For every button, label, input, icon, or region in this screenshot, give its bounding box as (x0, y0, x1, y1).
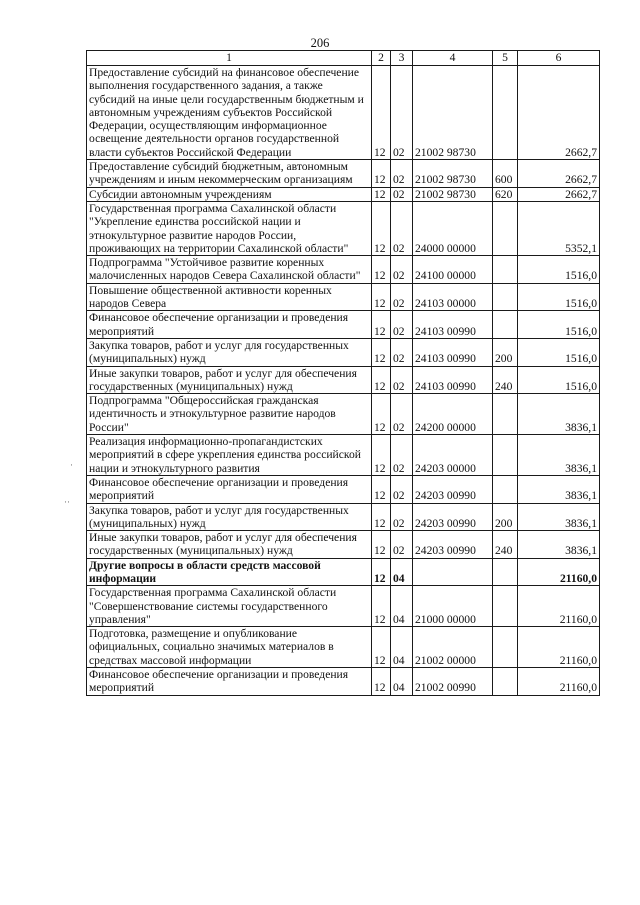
row-expense-type (493, 66, 518, 160)
row-amount: 21160,0 (518, 558, 600, 586)
row-amount: 2662,7 (518, 66, 600, 160)
row-code-section: 12 (372, 475, 391, 503)
row-expense-type (493, 586, 518, 627)
table-row (87, 668, 600, 696)
row-name: Подпрограмма "Общероссийская гражданская идентичность и этнокультурное развитие народов России" (87, 394, 372, 435)
row-code-section: 12 (372, 394, 391, 435)
row-name: Государственная программа Сахалинской области "Совершенствование системы государственного управления" (87, 586, 372, 627)
row-expense-type (493, 668, 518, 696)
row-code-section: 12 (372, 187, 391, 201)
row-name: Предоставление субсидий бюджетным, автономным учреждениям и иным некоммерческим организациям (87, 160, 372, 188)
row-code-section: 12 (372, 256, 391, 284)
table-row (87, 586, 600, 627)
row-name: Реализация информационно-пропагандистских мероприятий в сфере укрепления единства российской нации и этнокультурного развития (87, 435, 372, 476)
row-target-article: 24203 00990 (413, 531, 493, 559)
margin-mark: ·· (64, 497, 70, 507)
table-row (87, 187, 600, 201)
row-name: Подготовка, размещение и опубликование официальных, социально значимых материалов в средствах массовой информации (87, 627, 372, 668)
row-name: Государственная программа Сахалинской области "Укрепление единства российской нации и этнокультурное развитие народов России, проживающих на территории Сахалинской области" (87, 201, 372, 255)
row-code-subsection: 02 (391, 366, 413, 394)
row-name: Другие вопросы в области средств массовой информации (87, 558, 372, 586)
row-target-article: 24103 00990 (413, 338, 493, 366)
row-code-subsection: 02 (391, 201, 413, 255)
row-amount: 3836,1 (518, 394, 600, 435)
header-col-6: 6 (518, 51, 600, 66)
table-row (87, 160, 600, 188)
header-col-1: 1 (87, 51, 372, 66)
header-col-5: 5 (493, 51, 518, 66)
table-row (87, 475, 600, 503)
row-code-subsection: 02 (391, 435, 413, 476)
row-code-subsection: 02 (391, 311, 413, 339)
row-code-subsection: 02 (391, 503, 413, 531)
row-name: Закупка товаров, работ и услуг для государственных (муниципальных) нужд (87, 503, 372, 531)
row-target-article: 21002 98730 (413, 160, 493, 188)
row-expense-type (493, 311, 518, 339)
row-expense-type: 600 (493, 160, 518, 188)
row-name: Финансовое обеспечение организации и проведения мероприятий (87, 311, 372, 339)
row-code-section: 12 (372, 66, 391, 160)
row-target-article: 24100 00000 (413, 256, 493, 284)
row-code-subsection: 02 (391, 187, 413, 201)
row-expense-type (493, 475, 518, 503)
row-name: Иные закупки товаров, работ и услуг для обеспечения государственных (муниципальных) нужд (87, 531, 372, 559)
row-target-article (413, 558, 493, 586)
row-name: Подпрограмма "Устойчивое развитие коренных малочисленных народов Севера Сахалинской области" (87, 256, 372, 284)
row-name: Финансовое обеспечение организации и проведения мероприятий (87, 668, 372, 696)
header-col-3: 3 (391, 51, 413, 66)
row-expense-type: 200 (493, 503, 518, 531)
row-name: Повышение общественной активности коренных народов Севера (87, 283, 372, 311)
header-row (87, 51, 600, 66)
row-code-subsection: 04 (391, 668, 413, 696)
margin-mark: · (70, 460, 73, 470)
row-code-subsection: 02 (391, 338, 413, 366)
row-code-subsection: 02 (391, 160, 413, 188)
row-amount: 3836,1 (518, 435, 600, 476)
table-row (87, 366, 600, 394)
row-amount: 1516,0 (518, 311, 600, 339)
table-body (87, 66, 600, 696)
table-row (87, 435, 600, 476)
row-code-section: 12 (372, 531, 391, 559)
row-amount: 2662,7 (518, 160, 600, 188)
row-expense-type: 620 (493, 187, 518, 201)
row-target-article: 24000 00000 (413, 201, 493, 255)
row-code-subsection: 02 (391, 256, 413, 284)
row-amount: 21160,0 (518, 586, 600, 627)
table-row (87, 311, 600, 339)
row-expense-type (493, 256, 518, 284)
table-row (87, 338, 600, 366)
table-row (87, 256, 600, 284)
row-amount: 3836,1 (518, 503, 600, 531)
row-amount: 1516,0 (518, 366, 600, 394)
row-amount: 3836,1 (518, 531, 600, 559)
row-code-section: 12 (372, 586, 391, 627)
table-row (87, 531, 600, 559)
row-target-article: 24203 00990 (413, 503, 493, 531)
table-row (87, 627, 600, 668)
row-name: Финансовое обеспечение организации и проведения мероприятий (87, 475, 372, 503)
row-amount: 21160,0 (518, 627, 600, 668)
row-expense-type (493, 283, 518, 311)
row-expense-type: 200 (493, 338, 518, 366)
row-code-subsection: 04 (391, 586, 413, 627)
row-target-article: 24103 00000 (413, 283, 493, 311)
row-code-subsection: 02 (391, 283, 413, 311)
row-code-section: 12 (372, 311, 391, 339)
row-target-article: 24203 00990 (413, 475, 493, 503)
row-code-section: 12 (372, 668, 391, 696)
row-code-subsection: 02 (391, 531, 413, 559)
row-code-section: 12 (372, 366, 391, 394)
row-amount: 2662,7 (518, 187, 600, 201)
row-code-section: 12 (372, 627, 391, 668)
row-expense-type (493, 627, 518, 668)
row-name: Закупка товаров, работ и услуг для государственных (муниципальных) нужд (87, 338, 372, 366)
row-amount: 1516,0 (518, 256, 600, 284)
row-expense-type (493, 394, 518, 435)
page-number: 206 (310, 36, 330, 50)
header-col-2: 2 (372, 51, 391, 66)
row-target-article: 21002 98730 (413, 66, 493, 160)
row-target-article: 21000 00000 (413, 586, 493, 627)
row-code-section: 12 (372, 503, 391, 531)
budget-table (86, 50, 600, 696)
header-col-4: 4 (413, 51, 493, 66)
row-code-section: 12 (372, 558, 391, 586)
row-expense-type: 240 (493, 531, 518, 559)
row-target-article: 21002 00990 (413, 668, 493, 696)
row-code-section: 12 (372, 160, 391, 188)
row-code-subsection: 04 (391, 558, 413, 586)
table-row (87, 66, 600, 160)
row-code-subsection: 02 (391, 475, 413, 503)
table-row (87, 503, 600, 531)
row-amount: 1516,0 (518, 338, 600, 366)
row-expense-type (493, 435, 518, 476)
row-amount: 1516,0 (518, 283, 600, 311)
row-name: Субсидии автономным учреждениям (87, 187, 372, 201)
row-amount: 5352,1 (518, 201, 600, 255)
row-target-article: 24103 00990 (413, 311, 493, 339)
row-expense-type (493, 201, 518, 255)
row-target-article: 21002 00000 (413, 627, 493, 668)
row-code-subsection: 02 (391, 66, 413, 160)
row-name: Предоставление субсидий на финансовое обеспечение выполнения государственного задания, а также субсидий на иные цели государственным бюджетным и автономным учреждениям субъектов Российской Федерации, осуществляющим информационное освещение деятельности органов государственной власти субъектов Российской Федерации (87, 66, 372, 160)
row-target-article: 24200 00000 (413, 394, 493, 435)
row-code-section: 12 (372, 201, 391, 255)
row-target-article: 24203 00000 (413, 435, 493, 476)
table-row (87, 201, 600, 255)
row-code-section: 12 (372, 338, 391, 366)
row-code-section: 12 (372, 435, 391, 476)
row-code-subsection: 04 (391, 627, 413, 668)
row-amount: 3836,1 (518, 475, 600, 503)
row-code-subsection: 02 (391, 394, 413, 435)
row-amount: 21160,0 (518, 668, 600, 696)
row-expense-type: 240 (493, 366, 518, 394)
table-row (87, 558, 600, 586)
table-row (87, 283, 600, 311)
row-code-section: 12 (372, 283, 391, 311)
row-expense-type (493, 558, 518, 586)
row-name: Иные закупки товаров, работ и услуг для обеспечения государственных (муниципальных) нужд (87, 366, 372, 394)
row-target-article: 21002 98730 (413, 187, 493, 201)
row-target-article: 24103 00990 (413, 366, 493, 394)
table-row (87, 394, 600, 435)
